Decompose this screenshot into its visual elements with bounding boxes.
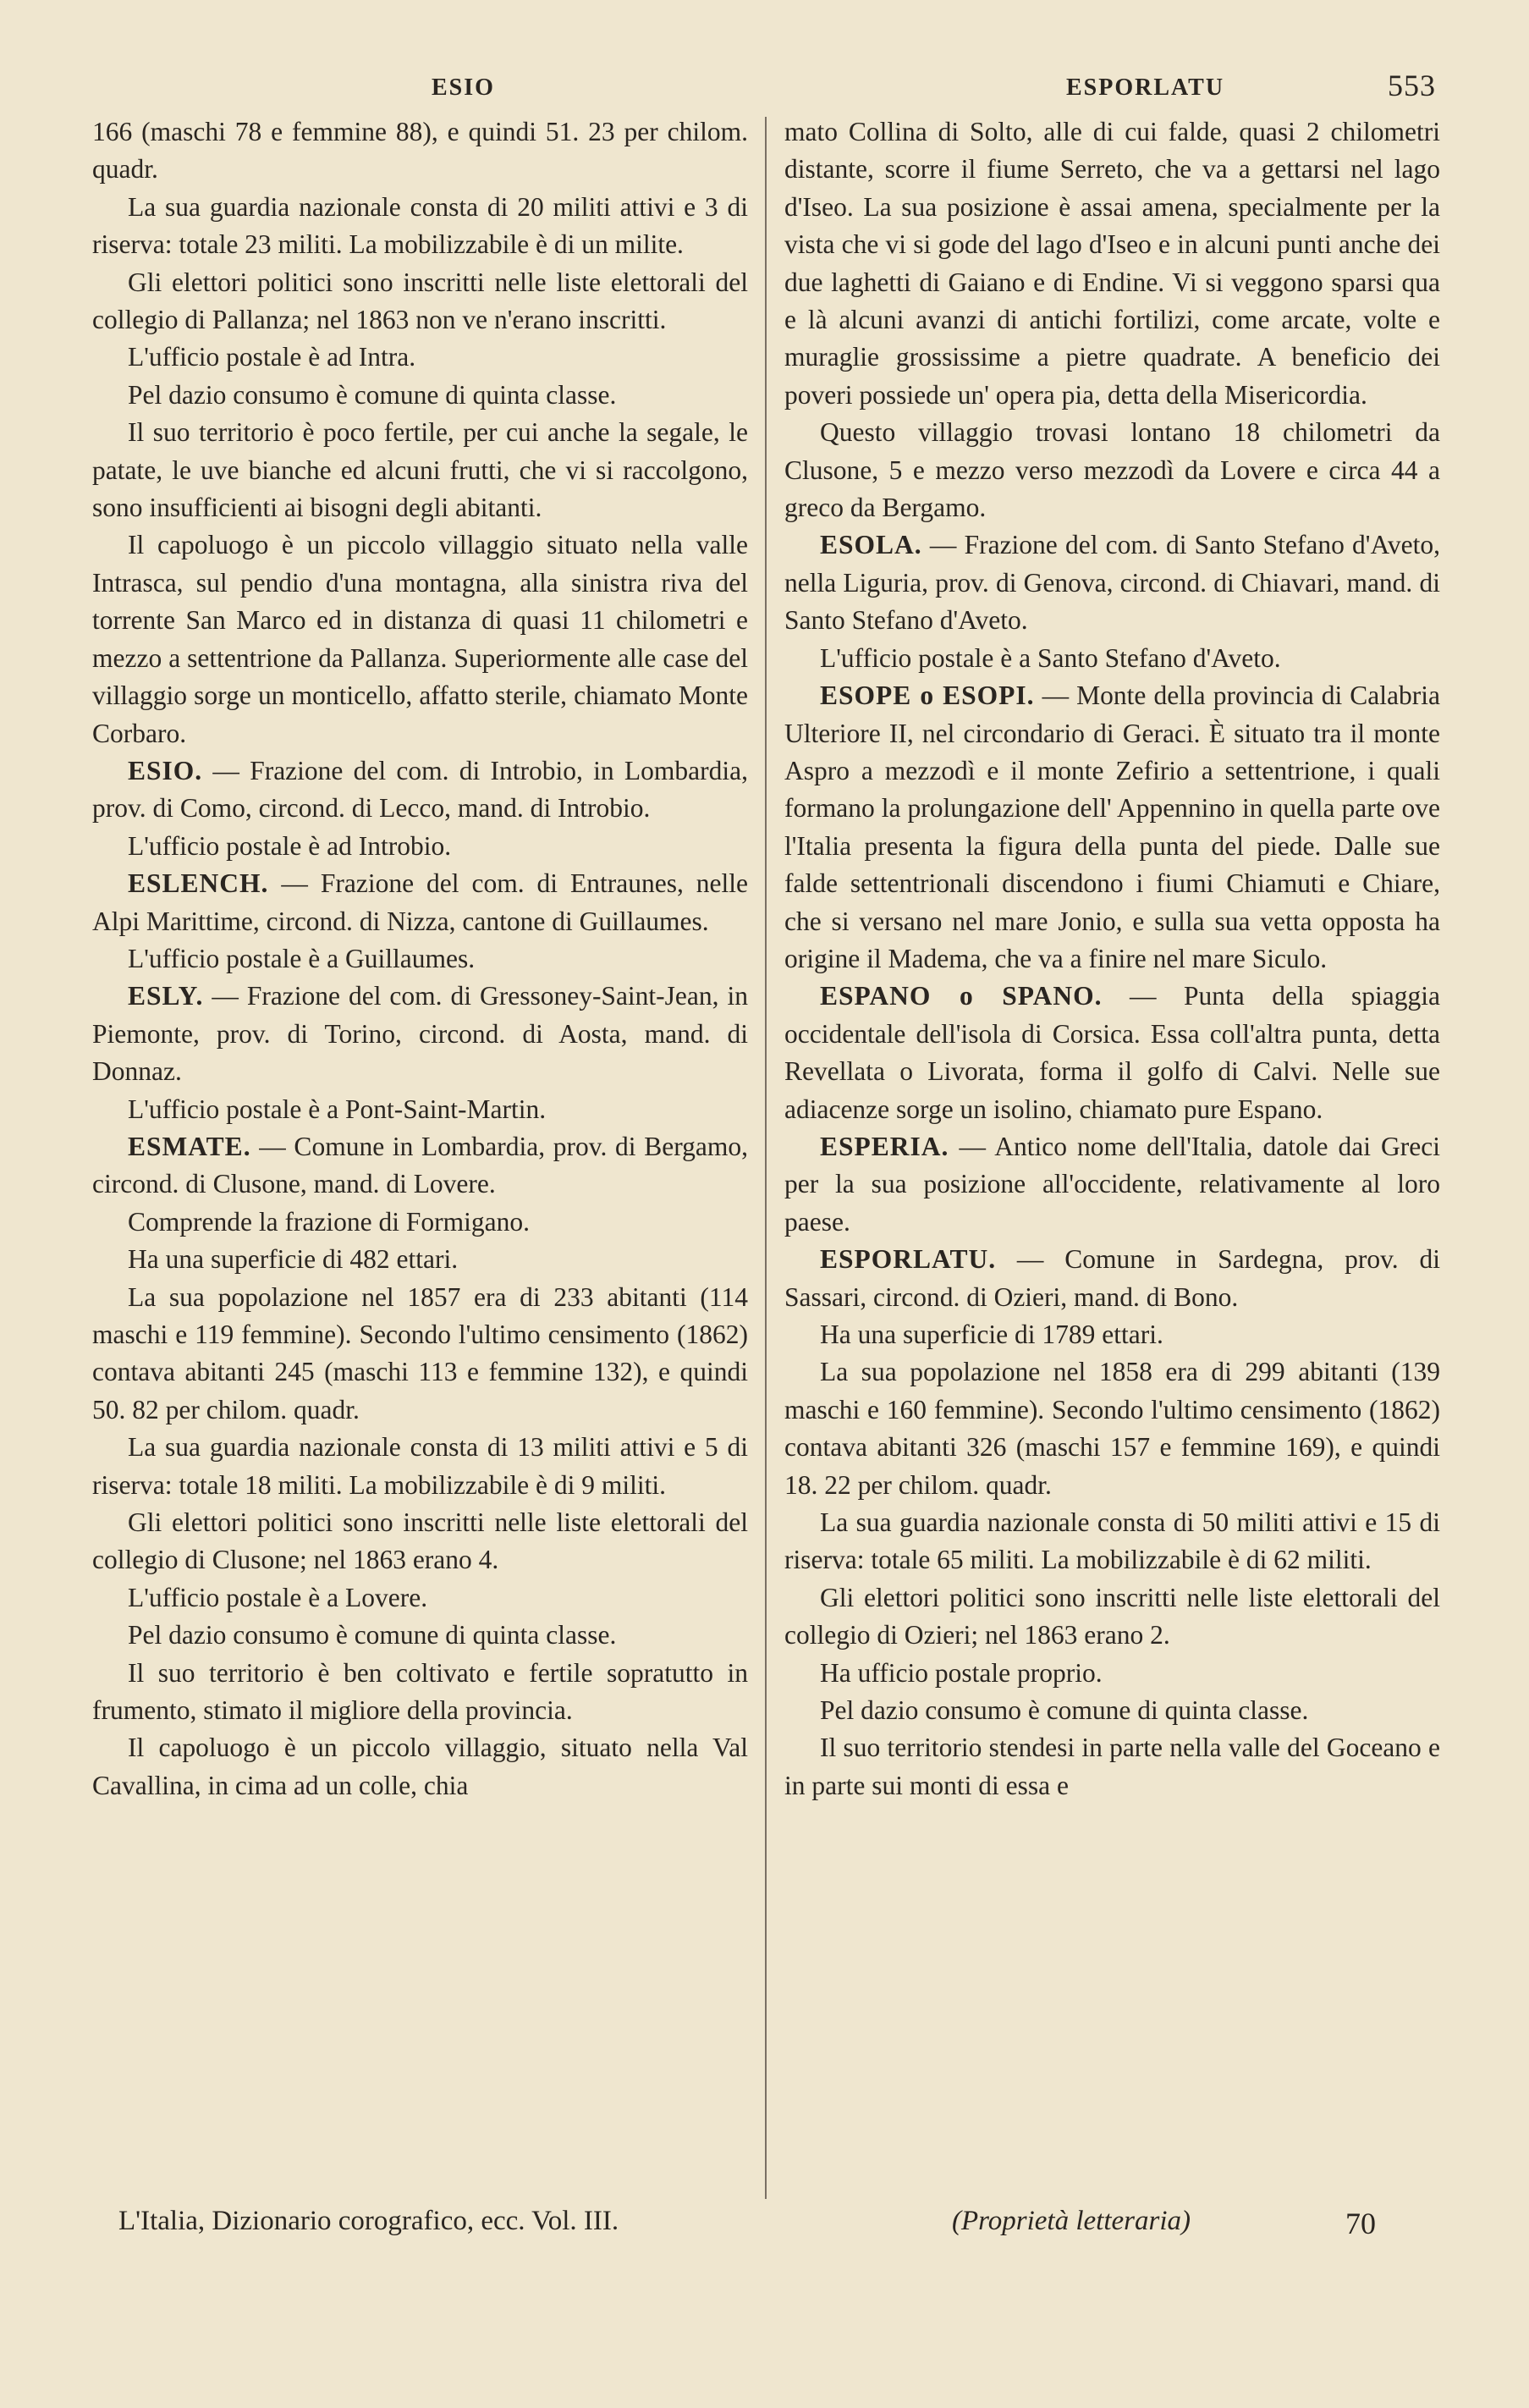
entry-headword: ESIO. (128, 755, 203, 785)
entry-headword: ESPERIA. (820, 1131, 949, 1161)
paragraph-text: — Frazione del com. di Santo Stefano d'Aveto, nella Liguria, prov. di Genova, circond. di Chiavari, mand. di Santo Stefano d'Aveto. (784, 530, 1440, 636)
entry-headword: ESLENCH. (128, 868, 269, 899)
paragraph-text: 166 (maschi 78 e femmine 88), e quindi 51. 23 per chilom. quadr. (92, 117, 748, 185)
paragraph-text: La sua guardia nazionale consta di 13 militi attivi e 5 di riserva: totale 18 militi. La mobilizzabile è di 9 militi. (92, 1432, 748, 1500)
paragraph-text: — Comune in Sardegna, prov. di Sassari, circond. di Ozieri, mand. di Bono. (784, 1244, 1440, 1312)
text-paragraph (92, 1617, 748, 1654)
text-paragraph (92, 189, 748, 264)
entry-paragraph (92, 1128, 748, 1204)
paragraph-text: Il capoluogo è un piccolo villaggio situato nella valle Intrasca, sul pendio d'una montagna, alla sinistra riva del torrente San Marco ed in distanza di quasi 11 chilometri e mezzo a settentrione da Pallanza. Superiormente alle case del villaggio sorge un monticello, affatto sterile, chiamato Monte Corbaro. (92, 530, 748, 748)
text-paragraph (92, 1504, 748, 1579)
text-paragraph (92, 828, 748, 865)
entry-headword: ESOLA. (820, 530, 922, 560)
paragraph-text: Gli elettori politici sono inscritti nelle liste elettorali del collegio di Pallanza; nel 1863 non ve n'erano inscritti. (92, 267, 748, 335)
paragraph-text: mato Collina di Solto, alle di cui falde, quasi 2 chilometri distante, scorre il fiume Serreto, che va a gettarsi nel lago d'Iseo. La sua posizione è assai amena, specialmente per la vista che vi si gode del lago d'Iseo e in alcuni punti anche dei due laghetti di Gaiano e di Endine. Vi si veggono sparsi qua e là alcuni avanzi di antichi fortilizi, come arcate, volte e muraglie grossissime a pietre quadrate. A beneficio dei poveri possiede un' opera pia, detta della Misericordia. (784, 117, 1440, 410)
paragraph-text: Gli elettori politici sono inscritti nelle liste elettorali del collegio di Ozieri; nel 1863 erano 2. (784, 1582, 1440, 1650)
text-paragraph (92, 113, 748, 189)
paragraph-text: Il suo territorio è ben coltivato e fertile sopratutto in frumento, stimato il migliore della provincia. (92, 1657, 748, 1726)
text-paragraph (784, 1655, 1440, 1692)
text-paragraph (784, 1353, 1440, 1504)
left-column (92, 113, 748, 1805)
footer-copyright: (Proprietà letteraria) (952, 2206, 1191, 2236)
footer-title: L'Italia, Dizionario corografico, ecc. Vol. III. (118, 2206, 619, 2236)
paragraph-text: L'ufficio postale è ad Intra. (128, 342, 416, 372)
right-column (784, 113, 1440, 1805)
paragraph-text: L'ufficio postale è a Lovere. (128, 1582, 428, 1612)
entry-headword: ESLY. (128, 981, 204, 1011)
running-head-left: ESIO (432, 74, 495, 101)
text-paragraph (92, 940, 748, 978)
text-paragraph (784, 1729, 1440, 1805)
paragraph-text: L'ufficio postale è a Guillaumes. (128, 943, 476, 973)
paragraph-text: L'ufficio postale è a Santo Stefano d'Aveto. (820, 642, 1281, 673)
paragraph-text: Il capoluogo è un piccolo villaggio, situato nella Val Cavallina, in cima ad un colle, chia (92, 1733, 748, 1800)
text-paragraph (92, 1429, 748, 1504)
paragraph-text: — Monte della provincia di Calabria Ulteriore II, nel circondario di Geraci. È situato tra il monte Aspro a mezzodì e il monte Zefirio a settentrione, i quali formano la prolungazione dell' Appennino in quella parte ove l'Italia presenta la figura della punta del piede. Dalle sue falde settentrionali discendono i fiumi Chiamuti e Chiare, che si versano nel mare Jonio, e sulla sua vetta opposta ha origine il Madema, che va a finire nel mare Siculo. (784, 681, 1440, 973)
paragraph-text: Pel dazio consumo è comune di quinta classe. (128, 1620, 617, 1650)
text-paragraph (92, 414, 748, 526)
paragraph-text: La sua popolazione nel 1858 era di 299 abitanti (139 maschi e 160 femmine). Secondo l'ultimo censimento (1862) contava abitanti 326 (maschi 157 e femmine 169), e quindi 18. 22 per chilom. quadr. (784, 1357, 1440, 1500)
text-paragraph (92, 264, 748, 339)
paragraph-text: Ha una superficie di 482 ettari. (128, 1244, 459, 1275)
entry-headword: ESOPE o ESOPI. (820, 681, 1035, 711)
paragraph-text: L'ufficio postale è a Pont-Saint-Martin. (128, 1094, 547, 1124)
entry-paragraph (92, 752, 748, 828)
entry-headword: ESPANO o SPANO. (820, 981, 1103, 1011)
paragraph-text: — Antico nome dell'Italia, datole dai Greci per la sua posizione all'occidente, relativamente al loro paese. (784, 1131, 1440, 1237)
paragraph-text: Pel dazio consumo è comune di quinta classe. (820, 1695, 1309, 1726)
entry-paragraph (784, 1128, 1440, 1241)
column-divider (765, 117, 767, 2199)
running-head-right: ESPORLATU (1066, 74, 1225, 101)
text-paragraph (92, 377, 748, 414)
paragraph-text: — Comune in Lombardia, prov. di Bergamo, circond. di Clusone, mand. di Lovere. (92, 1131, 748, 1199)
paragraph-text: — Frazione del com. di Entraunes, nelle Alpi Marittime, circond. di Nizza, cantone di Guillaumes. (92, 868, 748, 936)
entry-paragraph (92, 978, 748, 1090)
paragraph-text: Gli elettori politici sono inscritti nelle liste elettorali del collegio di Clusone; nel 1863 erano 4. (92, 1507, 748, 1575)
paragraph-text: — Frazione del com. di Introbio, in Lombardia, prov. di Como, circond. di Lecco, mand. di Introbio. (92, 755, 748, 824)
text-paragraph (92, 339, 748, 376)
text-paragraph (784, 1316, 1440, 1353)
text-paragraph (92, 1729, 748, 1805)
paragraph-text: — Frazione del com. di Gressoney-Saint-Jean, in Piemonte, prov. di Torino, circond. di Aosta, mand. di Donnaz. (92, 981, 748, 1087)
entry-headword: ESMATE. (128, 1131, 251, 1161)
entry-paragraph (784, 978, 1440, 1128)
text-paragraph (92, 1204, 748, 1241)
page-number: 553 (1388, 69, 1436, 102)
paragraph-text: Comprende la frazione di Formigano. (128, 1206, 530, 1237)
entry-paragraph (784, 677, 1440, 978)
paragraph-text: La sua guardia nazionale consta di 50 militi attivi e 15 di riserva: totale 65 militi. La mobilizzabile è di 62 militi. (784, 1507, 1440, 1575)
paragraph-text: Ha ufficio postale proprio. (820, 1657, 1103, 1688)
text-paragraph (92, 1091, 748, 1128)
text-paragraph (784, 1504, 1440, 1579)
paragraph-text: — Punta della spiaggia occidentale dell'isola di Corsica. Essa coll'altra punta, detta Revellata o Livorata, forma il golfo di Calvi. Nelle sue adiacenze sorge un isolino, chiamato pure Espano. (784, 981, 1440, 1124)
text-paragraph (92, 1655, 748, 1730)
text-paragraph (92, 1579, 748, 1617)
text-paragraph (784, 640, 1440, 677)
entry-paragraph (784, 1241, 1440, 1316)
entry-paragraph (92, 865, 748, 940)
paragraph-text: La sua guardia nazionale consta di 20 militi attivi e 3 di riserva: totale 23 militi. La mobilizzabile è di un milite. (92, 191, 748, 260)
text-paragraph (784, 414, 1440, 526)
paragraph-text: Pel dazio consumo è comune di quinta classe. (128, 379, 617, 410)
text-paragraph (92, 1241, 748, 1278)
text-paragraph (92, 526, 748, 752)
paragraph-text: Il suo territorio stendesi in parte nella valle del Goceano e in parte sui monti di essa e (784, 1733, 1440, 1800)
text-paragraph (784, 1692, 1440, 1729)
text-paragraph (784, 113, 1440, 414)
entry-headword: ESPORLATU. (820, 1244, 997, 1275)
paragraph-text: L'ufficio postale è ad Introbio. (128, 830, 452, 861)
text-paragraph (92, 1279, 748, 1430)
entry-paragraph (784, 526, 1440, 639)
text-paragraph (784, 1579, 1440, 1655)
signature-mark: 70 (1345, 2207, 1376, 2240)
paragraph-text: La sua popolazione nel 1857 era di 233 abitanti (114 maschi e 119 femmine). Secondo l'ultimo censimento (1862) contava abitanti 245 (maschi 113 e femmine 132), e quindi 50. 82 per chilom. quadr. (92, 1281, 748, 1424)
paragraph-text: Questo villaggio trovasi lontano 18 chilometri da Clusone, 5 e mezzo verso mezzodì da Lovere e circa 44 a greco da Bergamo. (784, 417, 1440, 523)
paragraph-text: Ha una superficie di 1789 ettari. (820, 1320, 1163, 1349)
paragraph-text: Il suo territorio è poco fertile, per cui anche la segale, le patate, le uve bianche ed alcuni frutti, che vi si raccolgono, sono insufficienti ai bisogni degli abitanti. (92, 417, 748, 523)
